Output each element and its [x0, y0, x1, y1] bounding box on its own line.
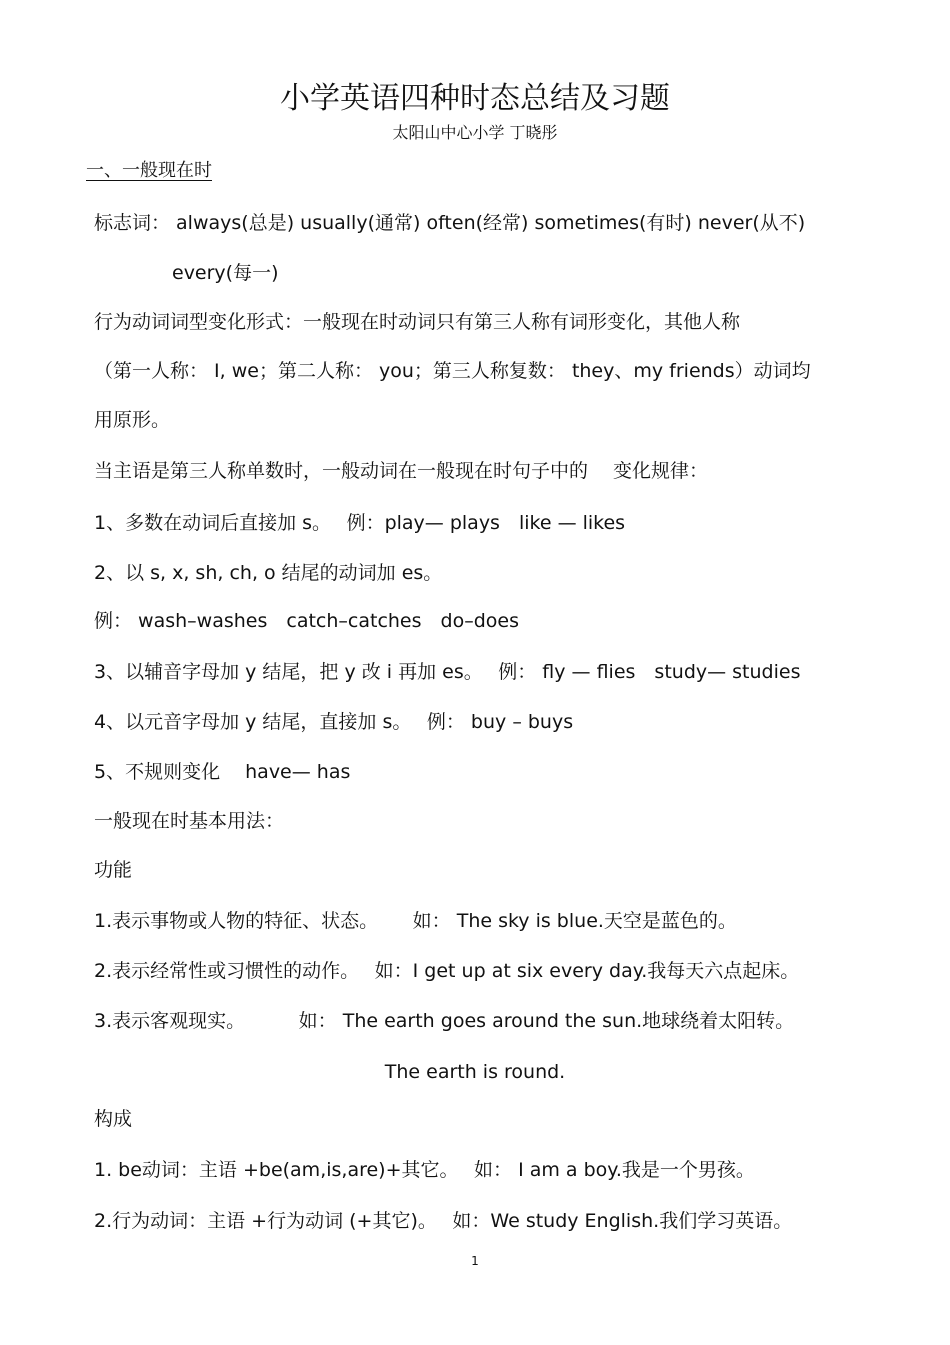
- structure-heading: 构成: [94, 1108, 133, 1130]
- rule-item: 2、以 s, x, sh, ch, o 结尾的动词加 es。: [94, 562, 443, 584]
- document-subtitle: 太阳山中心小学 丁晓彤: [392, 123, 558, 142]
- function-heading: 功能: [94, 859, 133, 881]
- rule-item: 1、多数在动词后直接加 s。 例：play— plays like — likes: [94, 512, 626, 534]
- keywords-line-cont: every(每一): [172, 262, 279, 284]
- rule-item: 4、以元音字母加 y 结尾，直接加 s。 例： buy – buys: [94, 711, 574, 733]
- function-item: 1.表示事物或人物的特征、状态。 如： The sky is blue.天空是蓝色的。: [94, 910, 737, 932]
- example-line: 例： wash–washes catch–catches do–does: [94, 610, 519, 632]
- structure-item: 1. be动词：主语 +be(am,is,are)+其它。 如： I am a boy.我是一个男孩。: [94, 1159, 755, 1181]
- function-item: 2.表示经常性或习惯性的动作。 如：I get up at six every day.我每天六点起床。: [94, 960, 800, 982]
- rule-item: 3、以辅音字母加 y 结尾，把 y 改 i 再加 es。 例： fly — flies study— studies: [94, 661, 801, 683]
- document-title: 小学英语四种时态总结及习题: [280, 81, 670, 116]
- rule-intro-line: 当主语是第三人称单数时，一般动词在一般现在时句子中的 变化规律：: [94, 460, 709, 482]
- keywords-line: 标志词： always(总是) usually(通常) often(经常) sometimes(有时) never(从不): [94, 212, 806, 234]
- paragraph-line: （第一人称： I, we；第二人称： you；第三人称复数： they、my friends）动词均: [94, 360, 811, 382]
- paragraph-line: 用原形。: [94, 409, 171, 431]
- usage-heading: 一般现在时基本用法：: [94, 810, 285, 832]
- paragraph-line: 行为动词词型变化形式：一般现在时动词只有第三人称有词形变化，其他人称: [94, 311, 741, 333]
- page-number: 1: [471, 1254, 479, 1268]
- function-item: 3.表示客观现实。 如： The earth goes around the sun.地球绕着太阳转。: [94, 1010, 795, 1032]
- example-centered: The earth is round.: [384, 1061, 566, 1083]
- section-heading: 一、一般现在时: [86, 160, 212, 181]
- rule-item: 5、不规则变化 have— has: [94, 761, 351, 783]
- structure-item: 2.行为动词：主语 +行为动词 (+其它)。 如：We study English.我们学习英语。: [94, 1210, 793, 1232]
